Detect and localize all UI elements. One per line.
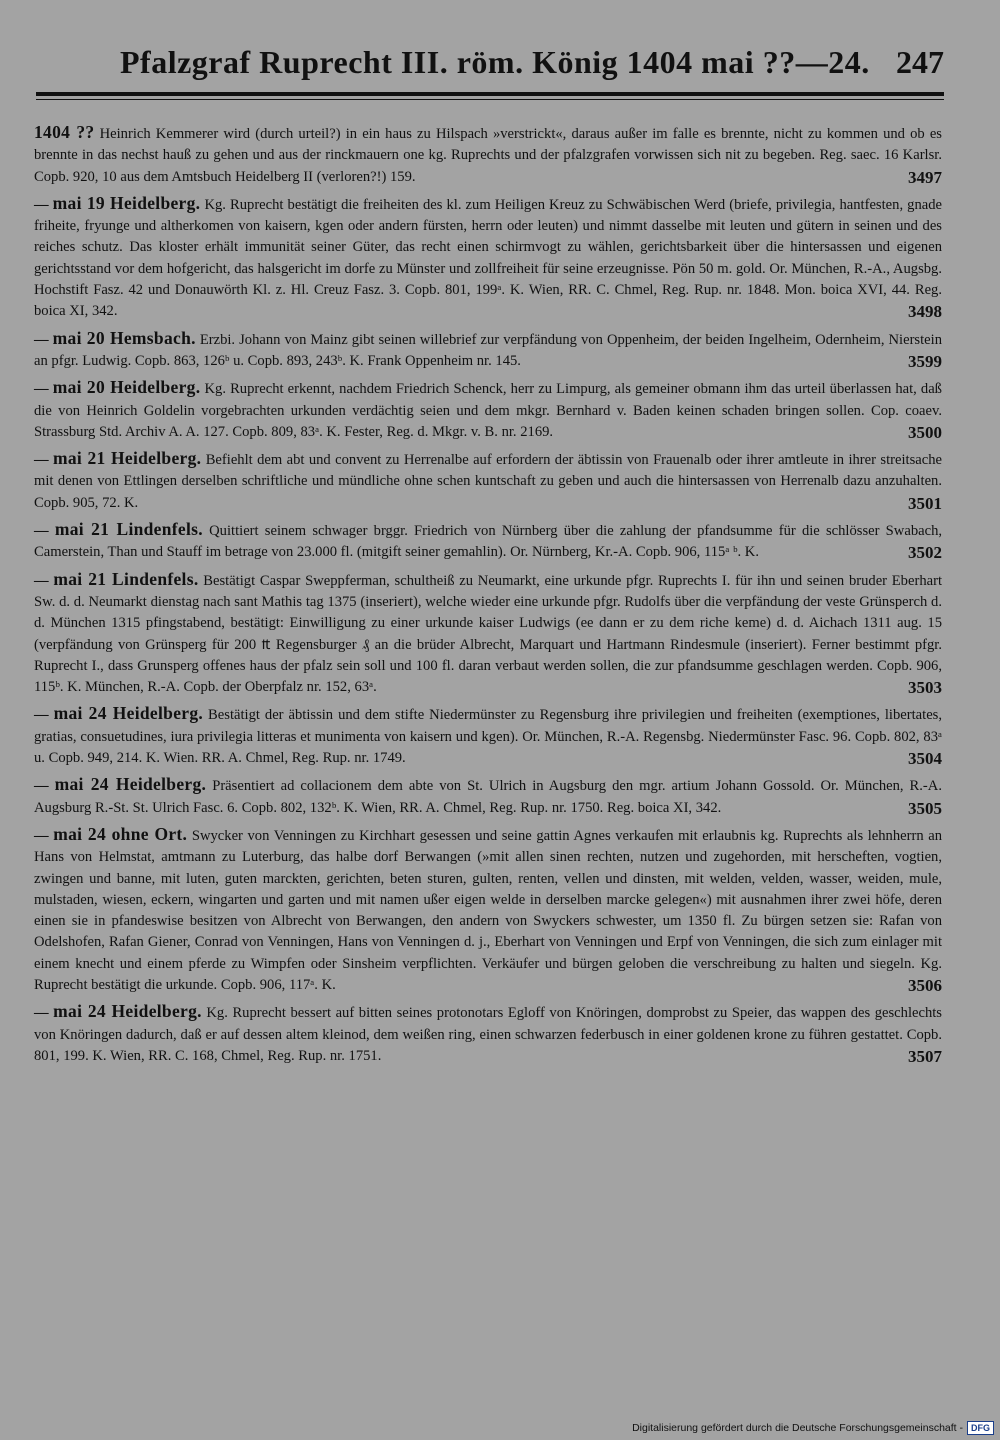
entry-dash: — <box>34 778 49 795</box>
entry-date: mai 24 Heidelberg. <box>53 703 204 724</box>
entry-number: 3505 <box>908 798 942 818</box>
regest-entry <box>34 703 942 769</box>
entry-number: 3497 <box>908 167 942 187</box>
entry-number: 3498 <box>908 302 942 322</box>
header-rule <box>36 92 944 96</box>
regesta-list <box>34 122 942 1067</box>
page-title: Pfalzgraf Ruprecht III. röm. König 1404 mai ??—24. <box>120 44 870 80</box>
regest-entry <box>34 774 942 819</box>
entry-dash: — <box>34 827 49 844</box>
entry-date: mai 21 Lindenfels. <box>53 568 199 589</box>
regest-entry <box>34 1001 942 1067</box>
entry-number: 3599 <box>908 351 942 371</box>
entry-date: mai 20 Heidelberg. <box>52 377 201 398</box>
entry-dash: — <box>34 572 49 589</box>
regest-entry <box>34 193 942 323</box>
regest-entry <box>34 824 942 996</box>
regest-entry <box>34 569 942 699</box>
entry-text: Quittiert seinem schwager brggr. Friedrich von Nürnberg über die zahlung der pfandsumme für die schlösser Swabach, Camerstein, Than und Stauff im betrage von 23.000 fl. (mitgift seiner gemahlin). Or. Nürnberg, Kr.-A. Copb. 906, 115ᵃ ᵇ. K. <box>34 523 943 561</box>
entry-text: Präsentiert ad collacionem dem abte von St. Ulrich in Augsburg den mgr. artium Johann Gossold. Or. München, R.-A. Augsburg R.-St. St. Ulrich Fasc. 6. Copb. 802, 132ᵇ. K. Wien, RR. A. Chmel, Reg. Rup. nr. 1750. Reg. boica XI, 342. <box>34 778 942 816</box>
entry-dash: — <box>34 1005 49 1022</box>
entry-date: mai 19 Heidelberg. <box>52 192 201 213</box>
entry-number: 3501 <box>908 493 942 513</box>
regest-entry <box>34 448 942 514</box>
entry-dash: — <box>34 523 49 540</box>
dfg-logo: DFG <box>967 1421 994 1435</box>
entry-date: 1404 ?? <box>34 122 95 142</box>
entry-number: 3502 <box>908 543 942 563</box>
entry-text: Bestätigt der äbtissin und dem stifte Niedermünster zu Regensburg ihre privilegien und freiheiten (exemptiones, libertates, gratias, consuetudines, iura privilegia litteras et munimenta von kaisern und kgen). Or. München, R.-A. Regensbg. Niedermünster Fasc. 96. Copb. 802, 83ᵃ u. Copb. 949, 214. K. Wien. RR. A. Chmel, Reg. Rup. nr. 1749. <box>34 707 942 767</box>
regest-entry <box>34 328 942 373</box>
entry-dash: — <box>34 381 49 398</box>
regest-entry <box>34 122 942 188</box>
entry-date: mai 24 Heidelberg. <box>54 774 207 795</box>
page-header <box>36 40 944 84</box>
entry-number: 3507 <box>908 1046 942 1066</box>
entry-number: 3506 <box>908 975 942 995</box>
entry-number: 3504 <box>908 749 942 769</box>
footer-credit <box>632 1420 994 1436</box>
regest-entry <box>34 519 942 564</box>
entry-number: 3503 <box>908 678 942 698</box>
entry-text: Kg. Ruprecht bestätigt die freiheiten des kl. zum Heiligen Kreuz zu Schwäbischen Werd (briefe, privilegia, hantfesten, gnade friheite, fryunge und altherkomen von kaisern, kgen oder andern fürsten, herrn oder leuten) und nimmt dasselbe mit leuten und gütern in seinen und des reiches schutz. Das kloster erhält immunität seiner Güter, das recht einen schirmvogt zu wählen, gerichtsbarkeit über die hintersassen und eigenen gerichtsstand vor dem hofgericht, das halsgericht im dorfe zu Münster und zollfreiheit für seine erzeugnisse. Pön 50 m. gold. Or. München, R.-A., Augsbg. Hochstift Fasz. 42 und Donauwörth Kl. z. Hl. Creuz Fasz. 3. Copb. 801, 199ᵃ. K. Wien, RR. C. Chmel, Reg. Rup. nr. 1848. Mon. boica XVI, 44. Reg. boica XI, 342. <box>34 196 943 320</box>
entry-dash: — <box>34 452 49 469</box>
header-rule-thin <box>36 99 944 100</box>
entry-number: 3500 <box>908 422 942 442</box>
entry-text: Heinrich Kemmerer wird (durch urteil?) in ein haus zu Hilspach »verstrickt«, daraus außer im falle es brennte, nicht zu kommen und ob es brennte in das nechst hauß zu gehen und aus der rinckmauern one kg. Ruprechts und der pfalzgrafen vorwissen sich nit zu begeben. Reg. saec. 16 Karlsr. Copb. 920, 10 aus dem Amtsbuch Heidelberg II (verloren?!) 159. <box>34 126 942 185</box>
entry-date: mai 21 Heidelberg. <box>52 448 202 469</box>
entry-dash: — <box>34 196 49 213</box>
entry-date: mai 20 Hemsbach. <box>52 327 196 348</box>
entry-text: Erzbi. Johann von Mainz gibt seinen willebrief zur verpfändung von Oppenheim, der beiden Ingelheim, Odernheim, Nierstein an pfgr. Ludwig. Copb. 863, 126ᵇ u. Copb. 893, 243ᵇ. K. Frank Oppenheim nr. 145. <box>34 331 942 369</box>
entry-text: Swycker von Venningen zu Kirchhart gesessen und seine gattin Agnes verkaufen mit erlaubnis kg. Ruprechts als lehnherrn an Hans von Helmstat, amtmann zu Luterburg, das halbe dorf Berwangen (»mit allen sinen rechten, nutzen und zugehorden, mit herscheften, vogtien, zwingen und banne, mit luten, guten marckten, gerichten, beten sturen, gulten, renten, vellen und dinsten, mit welden, velden, wasser, weiden, mule, mulstaden, wiesen, eckern, wingarten und garten und mit namen ußer eigen welde in derselben marcke gelegen«) mit ausnahmen ihrer zwei höfe, deren einen sie in pfandeswise besitzen von Albrecht von Berwangen, den andern von Swyckers schwester, um 1350 fl. Zu bürgen setzen sie: Rafan von Odelshofen, Rafan Giener, Conrad von Venningen, Hans von Venningen d. j., Eberhart von Venningen und Erpf von Venningen, die sich zum einlager mit einem knecht und einem pferde zu Wimpfen oder Sinsheim verpflichten. Verkäufer und bürgen geloben die verschreibung zu halten und siegeln. Kg. Ruprecht bestätigt die urkunde. Copb. 906, 117ᵃ. K. <box>34 827 943 993</box>
entry-date: mai 24 Heidelberg. <box>53 1001 202 1022</box>
regest-entry <box>34 377 942 443</box>
entry-text: Bestätigt Caspar Sweppferman, schultheiß zu Neumarkt, eine urkunde pfgr. Ruprechts I. für ihn und seinen bruder Eberhart Sw. d. d. Neumarkt dienstag nach sant Mathis tag 1375 (inseriert), welche wieder eine urkunde pfgr. Rudolfs über die verpfändung der veste Grünsperch d. d. München 1315 pfingstabend, bestätigt: Einwilligung zu einer urkunde kaiser Ludwigs (ee dann er zu dem riche keme) d. d. Aichach 1311 aug. 15 (verpfändung von Grünsperg für 200 ₶ Regensburger ₰ an die brüder Albrecht, Marquart und Hartmann Rindesmule (inseriert). Ferner bestimmt pfgr. Ruprecht I., dass Grunsperg offenes haus der pfalz sein soll und 100 fl. daran verbaut werden sollen, die zur pfandsumme geschlagen werden. Copb. 906, 115ᵇ. K. München, R.-A. Copb. der Oberpfalz nr. 152, 63ᵃ. <box>34 572 943 696</box>
entry-dash: — <box>34 707 49 724</box>
entry-date: mai 21 Lindenfels. <box>54 519 203 540</box>
entry-dash: — <box>34 331 49 348</box>
entry-text: Kg. Ruprecht bessert auf bitten seines protonotars Egloff von Knöringen, domprobst zu Speier, das wappen des geschlechts von Knöringen dadurch, daß er auf dessen altem kleinod, dem weißen ring, einen schwarzen federbusch in einer goldenen krone zu führen gestattet. Copb. 801, 199. K. Wien, RR. C. 168, Chmel, Reg. Rup. nr. 1751. <box>34 1005 942 1064</box>
entry-text: Befiehlt dem abt und convent zu Herrenalbe auf erfordern der äbtissin von Frauenalb oder ihrer amtleute in ihrer streitsache mit denen von Ettlingen derselben schriftliche und mündliche ohne schen kuntschaft zu geben und auch die hintersassen von Herrenalb dazu anzuhalten. Copb. 905, 72. K. <box>34 452 942 511</box>
entry-date: mai 24 ohne Ort. <box>53 823 188 844</box>
footer-text: Digitalisierung gefördert durch die Deutsche Forschungsgemeinschaft - <box>632 1422 963 1434</box>
page-number: 247 <box>896 44 944 80</box>
entry-text: Kg. Ruprecht erkennt, nachdem Friedrich Schenck, herr zu Limpurg, als gemeiner obmann ihm das urteil überlassen hat, daß die von Heinrich Goldelin vorgebrachten urkunden verdächtig seien und dem mkgr. Bernhard v. Baden keinen schaden bringen sollen. Cop. coaev. Strassburg Std. Archiv A. A. 127. Copb. 809, 83ᵃ. K. Fester, Reg. d. Mkgr. v. B. nr. 2169. <box>34 381 942 440</box>
